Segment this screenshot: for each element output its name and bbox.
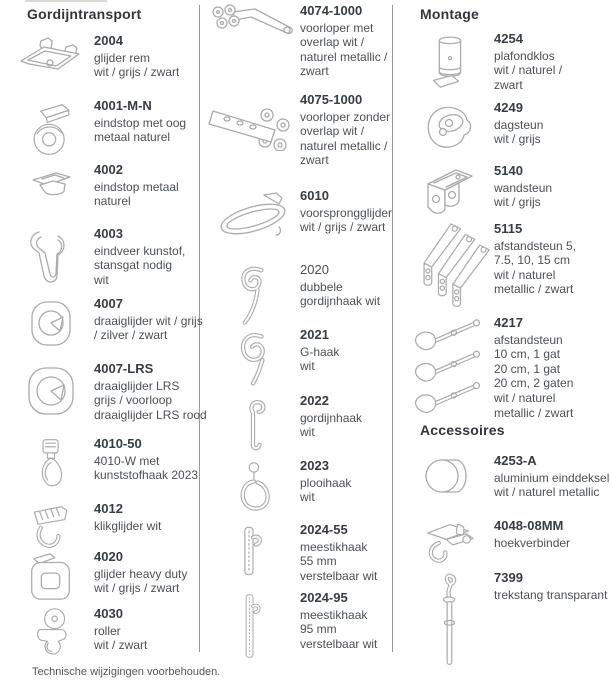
- product-info: [494, 32, 562, 92]
- product-row: [206, 591, 392, 686]
- product-desc-line: meestikhaak: [300, 607, 368, 622]
- product-info: [94, 99, 186, 145]
- section-title: Gordijntransport: [27, 6, 142, 22]
- product-desc-line: wit / naturel metallic: [494, 485, 600, 500]
- product-code: 2021: [300, 327, 329, 342]
- product-desc-line: wit / naturel: [494, 390, 556, 405]
- product-desc-line: afstandsteun 5,: [494, 238, 577, 253]
- g-hook-icon: [233, 328, 273, 390]
- product-desc-line: wit: [300, 359, 315, 374]
- double-curtain-hook-icon: [231, 263, 275, 329]
- product-row: [404, 222, 606, 316]
- product-code: 5115: [494, 221, 523, 236]
- product-row: [404, 519, 606, 571]
- product-code: 4217: [494, 315, 523, 330]
- roller-icon: [30, 607, 72, 663]
- product-row: [8, 502, 198, 550]
- product-code: 4249: [494, 100, 523, 115]
- product-desc-line: wit: [300, 425, 315, 440]
- product-info: [300, 523, 377, 583]
- product-desc-line: / zilver / zwart: [94, 328, 168, 343]
- product-row: [404, 571, 606, 681]
- product-info: [94, 34, 179, 80]
- product-desc-line: metallic / zwart: [494, 282, 574, 297]
- product-info: [494, 222, 576, 297]
- product-desc-line: plooihaak: [300, 475, 352, 490]
- product-desc-line: voorsprongglijder: [300, 205, 393, 220]
- product-desc-line: wit / grijs: [494, 195, 541, 210]
- product-row: [404, 316, 606, 422]
- section-title: Accessoires: [420, 422, 505, 438]
- product-desc-line: dagsteun: [494, 117, 544, 132]
- glider-with-hook-icon: [31, 437, 71, 499]
- product-desc-line: wit: [94, 272, 109, 287]
- product-info: [94, 437, 198, 483]
- product-info: [300, 263, 380, 309]
- product-desc-line: G-haak: [300, 344, 340, 359]
- product-desc-line: draaiglijder LRS: [94, 378, 180, 393]
- product-desc-line: gordijnhaak: [300, 410, 363, 425]
- product-desc-line: 10 cm, 1 gat: [494, 347, 561, 362]
- product-code: 2022: [300, 393, 329, 408]
- product-row: [404, 164, 606, 222]
- product-desc-line: stansgat nodig: [94, 258, 173, 273]
- distance-bracket-set-icon: [407, 222, 491, 314]
- product-row: [8, 163, 198, 227]
- sew-in-hook-95-icon: [237, 591, 269, 661]
- product-row: [8, 34, 198, 99]
- product-row: [8, 550, 198, 607]
- product-code: 7399: [494, 570, 523, 585]
- product-row: [206, 328, 392, 394]
- product-info: [94, 362, 207, 422]
- product-info: [300, 4, 387, 79]
- product-code: 4048-08MM: [494, 518, 564, 533]
- product-desc-line: overlap wit /: [300, 35, 365, 50]
- product-code: 2023: [300, 458, 329, 473]
- product-info: [494, 571, 607, 602]
- product-info: [300, 459, 351, 505]
- wall-bracket-icon: [418, 164, 480, 218]
- product-code: 4074-1000: [300, 3, 363, 18]
- product-row: [404, 453, 610, 519]
- product-info: [494, 164, 552, 210]
- product-info: [300, 93, 390, 168]
- product-desc-line: wit / grijs / zwart: [300, 220, 386, 235]
- product-code: 4020: [94, 549, 123, 564]
- distance-rod-set-icon: [409, 316, 489, 416]
- product-desc-line: naturel: [94, 194, 131, 209]
- column-montage: [404, 0, 610, 681]
- product-info: [300, 328, 339, 374]
- curtain-hook-icon: [236, 394, 270, 456]
- product-desc-line: wit / grijs / zwart: [94, 581, 180, 596]
- product-code: 4007-LRS: [94, 361, 154, 376]
- product-row: [206, 93, 392, 189]
- product-desc-line: trekstang transparant: [494, 587, 608, 602]
- product-desc-line: wit / naturel /: [494, 63, 563, 78]
- product-desc-line: wit / naturel: [494, 267, 556, 282]
- product-desc-line: wit / grijs / zwart: [94, 65, 180, 80]
- product-row: [206, 523, 392, 591]
- product-row: [8, 99, 198, 163]
- end-stop-metal-icon: [23, 167, 79, 201]
- product-desc-line: metallic / zwart: [494, 405, 574, 420]
- product-desc-line: zwart: [300, 64, 329, 79]
- product-code: 4012: [94, 501, 123, 516]
- product-desc-line: voorloper zonder: [300, 109, 391, 124]
- sew-in-hook-55-icon: [234, 523, 272, 579]
- product-desc-line: metaal naturel: [94, 130, 171, 145]
- product-desc-line: grijs / voorloop: [94, 393, 173, 408]
- swivel-glider-lrs-icon: [25, 362, 77, 418]
- product-desc-line: wit / zwart: [94, 638, 148, 653]
- product-code: 4002: [94, 162, 123, 177]
- end-spring-icon: [24, 227, 78, 287]
- product-info: [300, 591, 377, 651]
- product-row: [206, 459, 392, 523]
- product-code: 4075-1000: [300, 92, 363, 107]
- product-desc-line: hoekverbinder: [494, 535, 571, 550]
- product-desc-line: eindveer kunstof,: [94, 243, 186, 258]
- master-carrier-icon: [207, 99, 299, 151]
- product-desc-line: eindstop met oog: [94, 115, 187, 130]
- product-info: [300, 394, 362, 440]
- product-row: [8, 361, 207, 437]
- column-divider: [392, 5, 393, 652]
- product-info: [494, 519, 570, 550]
- product-info: [94, 163, 179, 209]
- product-code: 4030: [94, 606, 123, 621]
- product-info: [94, 550, 187, 596]
- product-desc-line: draaiglijder wit / grijs: [94, 313, 203, 328]
- product-code: 4010-50: [94, 436, 142, 451]
- product-info: [494, 454, 609, 500]
- product-row: [206, 4, 392, 93]
- end-stop-eye-icon: [23, 99, 79, 159]
- product-desc-line: zwart: [300, 153, 329, 168]
- heavy-duty-glider-icon: [24, 550, 78, 604]
- product-desc-line: plafondklos: [494, 48, 555, 63]
- product-code: 2024-55: [300, 522, 348, 537]
- footer-note: Technische wijzigingen voorbehouden.: [32, 666, 221, 678]
- product-desc-line: naturel metallic /: [300, 138, 388, 153]
- product-row: [206, 394, 392, 459]
- pleat-hook-icon: [231, 459, 275, 519]
- product-desc-line: afstandsteun: [494, 332, 563, 347]
- product-desc-line: 4010-W met: [94, 453, 160, 468]
- product-desc-line: wandsteun: [494, 180, 553, 195]
- product-desc-line: verstelbaar wit: [300, 568, 378, 583]
- overlap-master-carrier-icon: [207, 4, 299, 38]
- brake-glider-icon: [16, 34, 86, 76]
- product-info: [494, 316, 573, 420]
- product-code: 4253-A: [494, 453, 537, 468]
- product-info: [94, 227, 185, 287]
- product-code: 2024-95: [300, 590, 348, 605]
- product-row: [206, 189, 392, 263]
- product-desc-line: kunststofhaak 2023: [94, 468, 199, 483]
- product-desc-line: 95 mm: [300, 622, 337, 637]
- ceiling-block-icon: [423, 32, 475, 92]
- draw-rod-icon: [436, 571, 462, 669]
- product-desc-line: glijder rem: [94, 50, 151, 65]
- product-code: 4254: [494, 31, 523, 46]
- product-desc-line: overlap wit /: [300, 124, 365, 139]
- product-desc-line: klikglijder wit: [94, 518, 162, 533]
- product-desc-line: draaiglijder LRS rood: [94, 407, 207, 422]
- column-gordijntransport: [8, 0, 207, 677]
- product-info: [94, 297, 203, 343]
- product-desc-line: 20 cm, 1 gat: [494, 361, 561, 376]
- product-info: [94, 502, 161, 533]
- product-desc-line: meestikhaak: [300, 539, 368, 554]
- product-desc-line: aluminium einddeksel: [494, 470, 610, 485]
- product-row: [404, 101, 606, 164]
- product-desc-line: glijder heavy duty: [94, 566, 188, 581]
- product-code: 2020: [300, 262, 329, 277]
- product-desc-line: eindstop metaal: [94, 179, 179, 194]
- product-code: 6010: [300, 188, 329, 203]
- product-code: 5140: [494, 163, 523, 178]
- product-desc-line: wit / grijs: [494, 132, 541, 147]
- product-desc-line: zwart: [494, 77, 523, 92]
- click-glider-icon: [24, 502, 78, 550]
- section-title: Montage: [420, 6, 479, 22]
- product-code: 4007: [94, 296, 123, 311]
- product-info: [94, 607, 147, 653]
- recess-bracket-icon: [421, 101, 477, 155]
- product-desc-line: voorloper met: [300, 20, 374, 35]
- product-row: [8, 296, 203, 362]
- projection-glider-icon: [209, 189, 297, 241]
- product-desc-line: verstelbaar wit: [300, 636, 378, 651]
- product-desc-line: dubbele: [300, 279, 343, 294]
- swivel-glider-icon: [26, 297, 76, 349]
- product-code: 4003: [94, 226, 123, 241]
- product-info: [494, 101, 543, 147]
- product-desc-line: 20 cm, 2 gaten: [494, 376, 574, 391]
- corner-connector-icon: [418, 519, 480, 569]
- product-row: [404, 32, 606, 101]
- product-desc-line: naturel metallic /: [300, 49, 388, 64]
- product-row: [8, 227, 198, 297]
- product-code: 4001-M-N: [94, 98, 152, 113]
- product-row: [8, 437, 198, 502]
- product-code: 2004: [94, 33, 123, 48]
- product-desc-line: gordijnhaak wit: [300, 294, 381, 309]
- product-desc-line: 55 mm: [300, 554, 337, 569]
- product-row: [206, 263, 392, 328]
- product-info: [300, 189, 392, 235]
- product-desc-line: 7.5, 10, 15 cm: [494, 253, 571, 268]
- end-cap-icon: [422, 454, 476, 498]
- column-carriers-hooks: [206, 0, 392, 686]
- product-desc-line: roller: [94, 623, 121, 638]
- product-desc-line: wit: [300, 490, 315, 505]
